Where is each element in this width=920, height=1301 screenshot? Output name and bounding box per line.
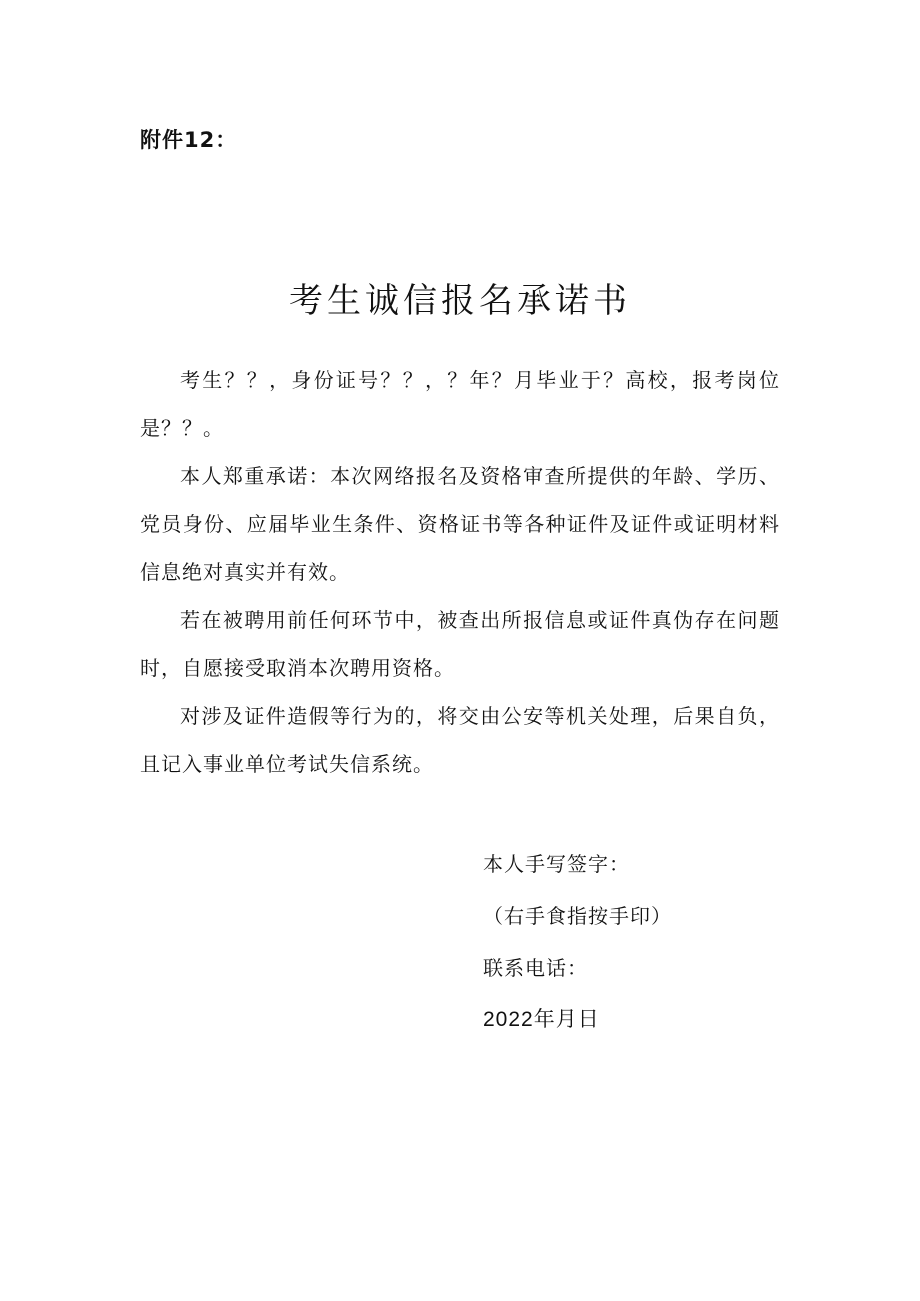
document-title: 考生诚信报名承诺书 (289, 280, 631, 321)
paragraph-legal-consequence: 对涉及证件造假等行为的，将交由公安等机关处理，后果自负，且记入事业单位考试失信系统。 (140, 704, 780, 776)
fingerprint-note: （右手食指按手印） (483, 904, 672, 928)
date-line: 2022年月日 (483, 1008, 600, 1031)
paragraph-disqualification: 若在被聘用前任何环节中，被查出所报信息或证件真伪存在问题时，自愿接受取消本次聘用资格。 (140, 608, 780, 680)
attachment-label: 附件12： (140, 128, 238, 152)
phone-label: 联系电话： (483, 956, 588, 980)
signature-label: 本人手写签字： (483, 852, 630, 876)
commitment-body (140, 356, 780, 788)
signature-block (483, 838, 672, 1046)
paragraph-candidate-info: 考生？？，身份证号？？，？年？月毕业于？高校，报考岗位是？？。 (140, 368, 780, 440)
paragraph-commitment: 本人郑重承诺：本次网络报名及资格审查所提供的年龄、学历、党员身份、应届毕业生条件、资格证书等各种证件及证件或证明材料信息绝对真实并有效。 (140, 464, 780, 584)
